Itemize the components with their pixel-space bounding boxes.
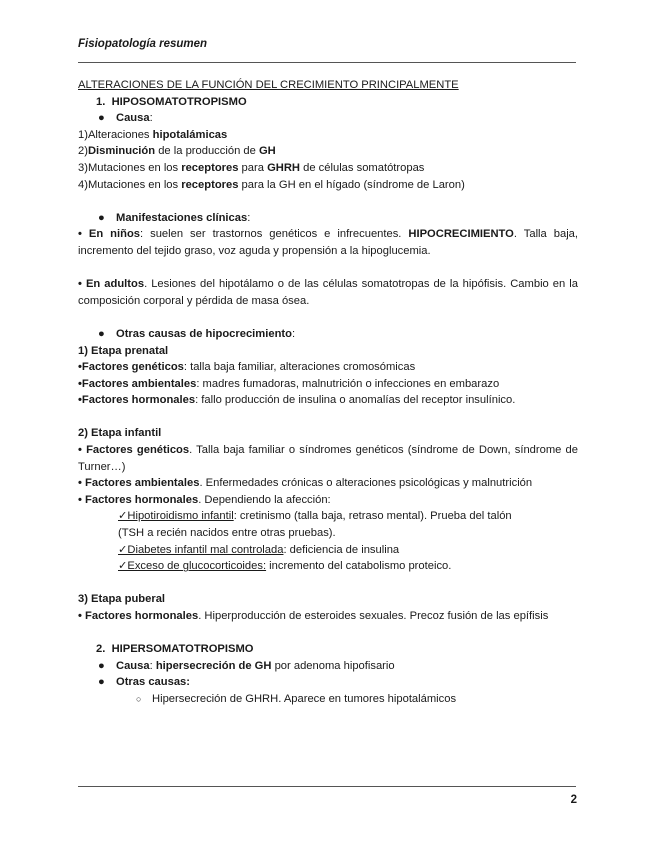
text: . Dependiendo la afección:: [198, 493, 331, 506]
bold-text: receptores: [181, 178, 239, 191]
text: 4)Mutaciones en los: [78, 178, 182, 191]
bullet-manifestaciones: [78, 210, 578, 227]
spacer: [78, 625, 578, 642]
sub-bullet-ghrh: [78, 691, 578, 708]
text: . Enfermedades crónicas o alteraciones psicológicas y malnutrición: [199, 477, 533, 490]
page-number: 2: [570, 794, 577, 806]
bold-text: •Factores hormonales: [78, 394, 196, 407]
main-title: ALTERACIONES DE LA FUNCIÓN DEL CRECIMIENTO PRINCIPALMENTE: [78, 79, 459, 91]
text: . Lesiones del hipotálamo o de las células somatotropas de la hipófisis. Cambio en la composición corporal y pérdida de masa ósea.: [78, 278, 578, 307]
puberal-item-1: [78, 608, 578, 625]
bold-text: • En niños: [78, 228, 141, 241]
circle-bullet-icon: ○: [136, 693, 142, 704]
text: para la GH en el hígado (síndrome de Laron): [238, 178, 465, 191]
causa-item-4: [78, 177, 578, 194]
text: 2): [78, 145, 88, 158]
underlined-text: ✓Exceso de glucocorticoides:: [118, 560, 267, 573]
subheading-puberal: 3) Etapa puberal: [78, 593, 166, 606]
infantil-item-3: [78, 492, 578, 509]
document-body: [78, 77, 578, 708]
label-otras-causas: Otras causas de hipocrecimiento: [116, 327, 292, 340]
check-item-diabetes: [78, 542, 578, 559]
subheading-prenatal: 1) Etapa prenatal: [78, 344, 169, 357]
label-manifestaciones: Manifestaciones clínicas: [116, 211, 248, 224]
section-number: 2.: [96, 643, 106, 656]
text: Hipersecreción de GHRH. Aparece en tumores hipotalámicos: [152, 692, 457, 705]
spacer: [78, 309, 578, 326]
bold-text: • Factores genéticos: [78, 444, 190, 457]
label-otras-causas: Otras causas:: [116, 676, 191, 689]
bold-text: •Factores ambientales: [78, 377, 197, 390]
bold-text: Disminución: [87, 145, 156, 158]
section-heading-hiposomatotropismo: [78, 94, 578, 111]
bold-text: • Factores hormonales: [78, 610, 199, 622]
bold-text: • Factores ambientales: [78, 477, 200, 490]
label-causa: Causa: [116, 659, 150, 672]
bullet-icon: ●: [98, 211, 105, 224]
underlined-text: ✓Hipotiroidismo infantil: [118, 510, 234, 523]
bullet-otras-causas: [78, 326, 578, 343]
colon: :: [149, 659, 156, 672]
check-item-hipotiroidismo-cont: (TSH a recién nacidos entre otras pruebas).: [118, 527, 336, 540]
bold-text: • Factores hormonales: [78, 493, 199, 506]
footer-rule: [78, 786, 576, 787]
text: : deficiencia de insulina: [283, 543, 400, 556]
bullet-icon: ●: [98, 659, 105, 672]
section-number: 1.: [96, 95, 106, 108]
causa-item-2: [78, 143, 578, 160]
bullet-icon: ●: [98, 676, 105, 689]
section-heading-hipersomatotropismo: [78, 641, 578, 658]
causa-item-3: [78, 160, 578, 177]
text: : fallo producción de insulina o anomalías del receptor insulínico.: [195, 394, 516, 407]
spacer: [78, 575, 578, 592]
check-item-glucocorticoides: [78, 558, 578, 575]
header-rule: [78, 62, 576, 63]
spacer: [78, 409, 578, 426]
bullet-icon: ●: [98, 112, 105, 125]
paragraph-ninos: [78, 226, 578, 259]
text: por adenoma hipofisario: [271, 659, 395, 672]
label-causa: Causa: [116, 112, 150, 125]
colon: :: [149, 112, 153, 125]
bullet-icon: ●: [98, 327, 105, 340]
section-title: HIPERSOMATOTROPISMO: [111, 643, 254, 656]
text: . Hiperproducción de esteroides sexuales. Precoz fusión de las epífisis: [198, 610, 549, 622]
text: 3)Mutaciones en los: [78, 161, 182, 174]
paragraph-adultos: [78, 276, 578, 309]
bold-text: GHRH: [267, 161, 301, 174]
spacer: [78, 260, 578, 277]
bold-text: HIPOCRECIMIENTO: [408, 228, 514, 241]
text: : madres fumadoras, malnutrición o infecciones en embarazo: [196, 377, 500, 390]
bullet-otras-causas-hiper: [78, 674, 578, 691]
causa-item-1: [78, 127, 578, 144]
colon: :: [247, 211, 251, 224]
text: : talla baja familiar, alteraciones cromosómicas: [183, 361, 416, 374]
text: . Talla baja familiar o síndromes genéticos (síndrome de Down, síndrome de Turner…): [78, 444, 578, 473]
bold-text: •Factores genéticos: [78, 361, 184, 374]
underlined-text: ✓Diabetes infantil mal controlada: [118, 543, 284, 556]
running-header: Fisiopatología resumen: [78, 38, 208, 50]
infantil-item-2: [78, 475, 578, 492]
bold-text: • En adultos: [78, 278, 145, 291]
text: de células somatótropas: [300, 161, 425, 174]
bold-text: hipersecreción de GH: [155, 659, 272, 672]
bold-text: hipotalámicas: [152, 128, 228, 141]
bullet-causa-hiper: [78, 658, 578, 675]
subheading-infantil: 2) Etapa infantil: [78, 427, 162, 440]
bold-text: GH: [258, 145, 276, 158]
section-title: HIPOSOMATOTROPISMO: [111, 95, 247, 108]
colon: :: [291, 327, 296, 340]
bold-text: receptores: [181, 161, 239, 174]
prenatal-item-1: [78, 359, 578, 376]
text: para: [238, 161, 268, 174]
text: : cretinismo (talla baja, retraso mental). Prueba del talón: [233, 510, 512, 523]
text: incremento del catabolismo proteico.: [266, 560, 452, 573]
bullet-causa: [78, 110, 578, 127]
prenatal-item-3: [78, 392, 578, 409]
infantil-item-1: [78, 442, 578, 475]
check-item-hipotiroidismo: [78, 508, 578, 525]
text: . Talla baja, incremento del tejido graso, voz aguda y propensión a la hipoglucemia.: [78, 228, 579, 257]
text: de la producción de: [155, 145, 259, 158]
text: : suelen ser trastornos genéticos e infrecuentes.: [140, 228, 409, 241]
prenatal-item-2: [78, 376, 578, 393]
text: 1)Alteraciones: [78, 128, 153, 141]
spacer: [78, 193, 578, 210]
